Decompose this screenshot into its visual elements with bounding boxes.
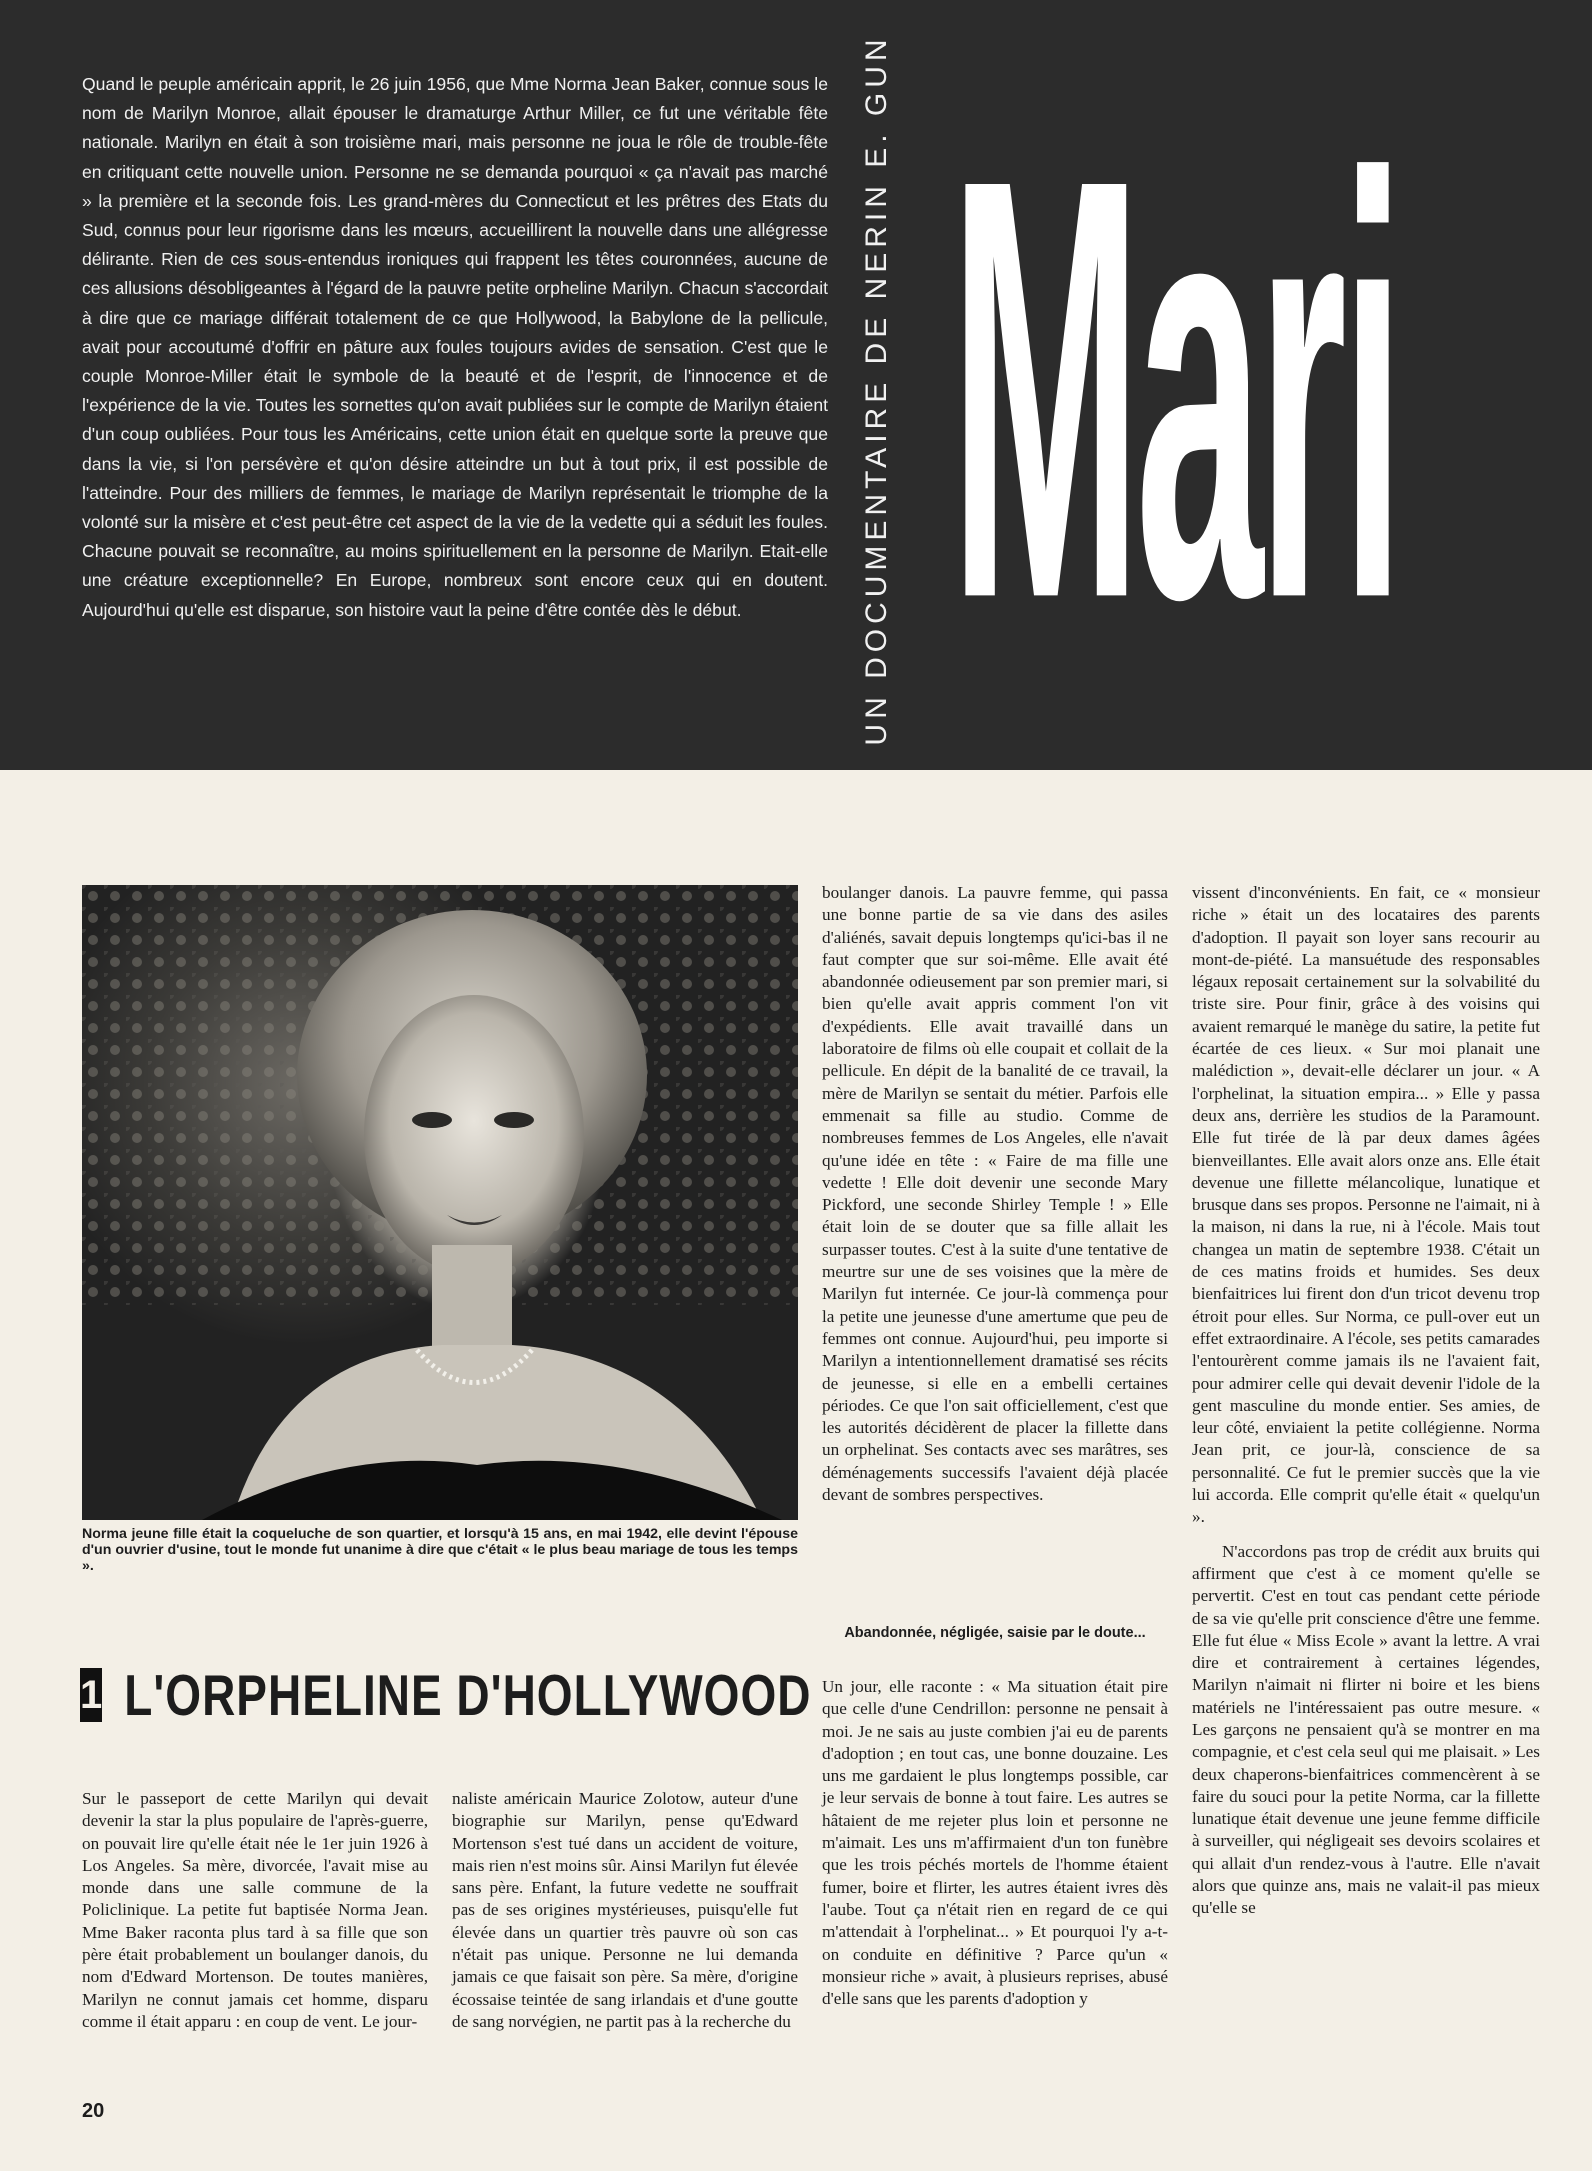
column-2-text: naliste américain Maurice Zolotow, auteur d'une biographie sur Marilyn, pense qu'Edward Mortenson s'est tué dans un accident de voiture, mais rien n'est moins sûr. Ainsi Marilyn fut élevée sans père. Enfant, la future vedette ne souffrait pas de ses origines mystérieuses, puisqu'elle fut élevée dans un quartier très pauvre où son cas n'était pas unique. Personne ne lui demanda jamais ce que faisait son père. Sa mère, d'origine écossaise teintée de sang irlandais et d'une goutte de sang norvégien, ne partit pas à la recherche du [452, 1789, 798, 2031]
section-heading [80, 1660, 812, 1730]
subheading: Abandonnée, négligée, saisie par le doute... [844, 1625, 1146, 1641]
section-number: 1 [80, 1668, 102, 1722]
column-3-text: boulanger danois. La pauvre femme, qui passa une bonne partie de sa vie dans des asiles d'aliénés, savait depuis longtemps qu'ici-bas il ne faut compter que sur soi-même. Elle avait été abandonnée odieusement par son premier mari, si bien qu'elle avait appris comment l'on vit d'expédients. Elle avait travaillé dans un laboratoire de films où elle coupait et collait de la pellicule. En dépit de la banalité de ce travail, la mère de Marilyn se sentait du métier. Parfois elle emmenait sa fille au studio. Comme de nombreuses femmes de Los Angeles, elle n'avait qu'une idée en tête : « Faire de ma fille une vedette ! Elle doit devenir une seconde Mary Pickford, une seconde Shirley Temple ! » Elle était loin de se douter que sa fille allait les surpasser toutes. C'est à la suite d'une tentative de meurtre sur une de ses voisines que la mère de Marilyn fut internée. Ce jour-là commença pour la petite une jeunesse d'une amertume que peu de femmes ont connue. Aujourd'hui, peu importe si Marilyn a intentionnellement dramatisé ses récits de jeunesse, si elle en a embelli certaines périodes. Ce que l'on sait officiellement, c'est que les autorités décidèrent de placer la fillette dans un orphelinat. Ses contacts avec ses marâtres, ses déménagements successifs l'avaient déjà placée devant de sombres perspectives. [822, 883, 1168, 1505]
portrait-photo [82, 885, 798, 1520]
headline-title-text: Mari [950, 54, 1399, 723]
byline: UN DOCUMENTAIRE DE NERIN E. GUN [860, 34, 893, 746]
page-number: 20 [82, 2100, 105, 2122]
byline-container [852, 34, 902, 746]
article-column-3-continued [822, 1676, 1168, 2010]
article-column-1 [82, 1788, 428, 2033]
article-column-2 [452, 1788, 798, 2033]
article-column-4 [1192, 882, 1540, 1920]
column-3b-text: Un jour, elle raconte : « Ma situation était pire que celle d'une Cendrillon: personne ne pensait à moi. Je ne sais au juste combien j'ai eu de parents d'adoption ; en tout cas, une bonne douzaine. Les uns me gardaient le plus longtemps possible, car je leur servais de bonne à tout faire. Les autres se hâtaient de me rejeter plus loin et personne ne m'aimait. Les uns m'affirmaient d'un ton funèbre que les trois péchés mortels de l'homme étaient fumer, boire et flirter, les autres étaient ivres dès l'aube. Tout ça n'était rien en regard de ce qui m'attendait à l'orphelinat... » Et pourquoi l'y a-t-on conduite en définitive ? Parce qu'un « monsieur riche » avait, à plusieurs reprises, abusé d'elle sans que les parents d'adoption y [822, 1677, 1168, 2009]
column-1-text: Sur le passeport de cette Marilyn qui devait devenir la star la plus populaire de l'après-guerre, on pouvait lire qu'elle était née le 1er juin 1926 à Los Angeles. Sa mère, divorcée, l'avait mise au monde dans une salle commune de la Policlinique. La petite fut baptisée Norma Jean. Mme Baker raconta plus tard à sa fille que son père était probablement un boulanger danois, du nom d'Edward Mortenson. De toutes manières, Marilyn ne connut jamais cet homme, disparu comme il était apparu : en coup de vent. Le jour- [82, 1789, 428, 2031]
section-title: L'ORPHELINE D'HOLLYWOOD [124, 1662, 812, 1728]
face-shape [364, 995, 584, 1275]
photo-caption: Norma jeune fille était la coqueluche de son quartier, et lorsqu'à 15 ans, en mai 1942, elle devint l'épouse d'un ouvrier d'usine, tout le monde fut unanime à dire que c'était « le plus beau mariage de tous les temps ». [82, 1526, 798, 1574]
headline-title [950, 40, 1592, 740]
article-column-3 [822, 882, 1168, 1506]
portrait-illustration [82, 885, 798, 1520]
header-band [0, 0, 1592, 770]
column-4b-text: N'accordons pas trop de crédit aux bruits qui affirment que c'est à ce moment qu'elle se pervertit. C'est en tout cas pendant cette période de sa vie qu'elle prit conscience d'être une femme. Elle fut élue « Miss Ecole » avant la lettre. A vrai dire et contrairement à certaines légendes, Marilyn n'aimait ni flirter ni boire et les biens matériels ne l'intéressaient pas outre mesure. « Les garçons ne pensaient qu'à se montrer en ma compagnie, et c'est cela seul qui me plaisait. » Les deux chaperons-bienfaitrices commencèrent à se faire du souci pour la petite Norma, car la fillette lunatique était devenue une jeune femme difficile à surveiller, qui négligeait ses devoirs scolaires et qui allait d'un rendez-vous à l'autre. Elle n'avait alors que quinze ans, mais ne valait-il pas mieux qu'elle se [1192, 1541, 1540, 1918]
column-4-text: vissent d'inconvénients. En fait, ce « monsieur riche » était un des locataires des parents d'adoption. Il payait son loyer sans recourir au mont-de-piété. La mansuétude des responsables légaux reposait certainement sur la solvabilité du triste sire. Pour finir, grâce à des voisins qui avaient remarqué le manège du satire, la petite fut écartée de ces lieux. « Sur moi planait une malédiction », devait-elle déclarer un jour. « A l'orphelinat, la situation empira... » Elle y passa deux ans, derrière les studios de la Paramount. Elle fut tirée de là par deux dames âgées bienveillantes. Elle avait alors onze ans. Elle était devenue une fillette mélancolique, lunatique et brusque dans ses propos. Personne ne l'aimait, ni à la maison, ni dans la rue, ni à l'école. Mais tout changea un matin de septembre 1938. C'était un de ces matins froids et humides. Ses deux bienfaitrices lui firent don d'un tricot devenu trop étroit pour elles. Sur Norma, ce pull-over eut un effet extraordinaire. A l'école, ses petits camarades l'entourèrent comme jamais ils ne l'avaient fait, pour admirer celle qui devait devenir l'idole de la gent masculine du monde entier. Ses amies, de leur côté, enviaient la petite collégienne. Norma Jean prit, ce jour-là, conscience de sa personnalité. Ce fut le premier succès que la vie lui accorda. Elle comprit qu'elle était « quelqu'un ». [1192, 883, 1540, 1527]
intro-paragraph: Quand le peuple américain apprit, le 26 juin 1956, que Mme Norma Jean Baker, connue sous le nom de Marilyn Monroe, allait épouser le dramaturge Arthur Miller, ce fut une véritable fête nationale. Marilyn en était à son troisième mari, mais personne ne joua le rôle de trouble-fête en critiquant cette nouvelle union. Personne ne se demanda pourquoi « ça n'avait pas marché » la première et la seconde fois. Les grand-mères du Connecticut et les prêtres des Etats du Sud, connus pour leur rigorisme dans les mœurs, accueillirent la nouvelle dans une allégresse délirante. Rien de ces sous-entendus ironiques qui frappent les têtes couronnées, aucune de ces allusions désobligeantes à l'égard de la pauvre petite orpheline Marilyn. Chacun s'accordait à dire que ce mariage différait totalement de ce que Hollywood, la Babylone de la pellicule, avait pour accoutumé d'offrir en pâture aux foules toujours avides de sensation. C'est que le couple Monroe-Miller était le symbole de la beauté et de l'esprit, de l'innocence et de l'expérience de la vie. Toutes les sornettes qu'on avait publiées sur le compte de Marilyn étaient d'un coup oubliées. Pour tous les Américains, cette union était en quelque sorte la preuve que dans la vie, si l'on persévère et qu'on désire atteindre un but à tout prix, il est possible de l'atteindre. Pour des milliers de femmes, le mariage de Marilyn représentait le triomphe de la volonté sur la misère et c'est peut-être cet aspect de la vie de la vedette qui a séduit les foules. Chacune pouvait se reconnaître, au moins spirituellement en la personne de Marilyn. Etait-elle une créature exceptionnelle? En Europe, nombreux sont encore ceux qui en doutent. Aujourd'hui qu'elle est disparue, son histoire vaut la peine d'être contée dès le début. [82, 74, 828, 620]
